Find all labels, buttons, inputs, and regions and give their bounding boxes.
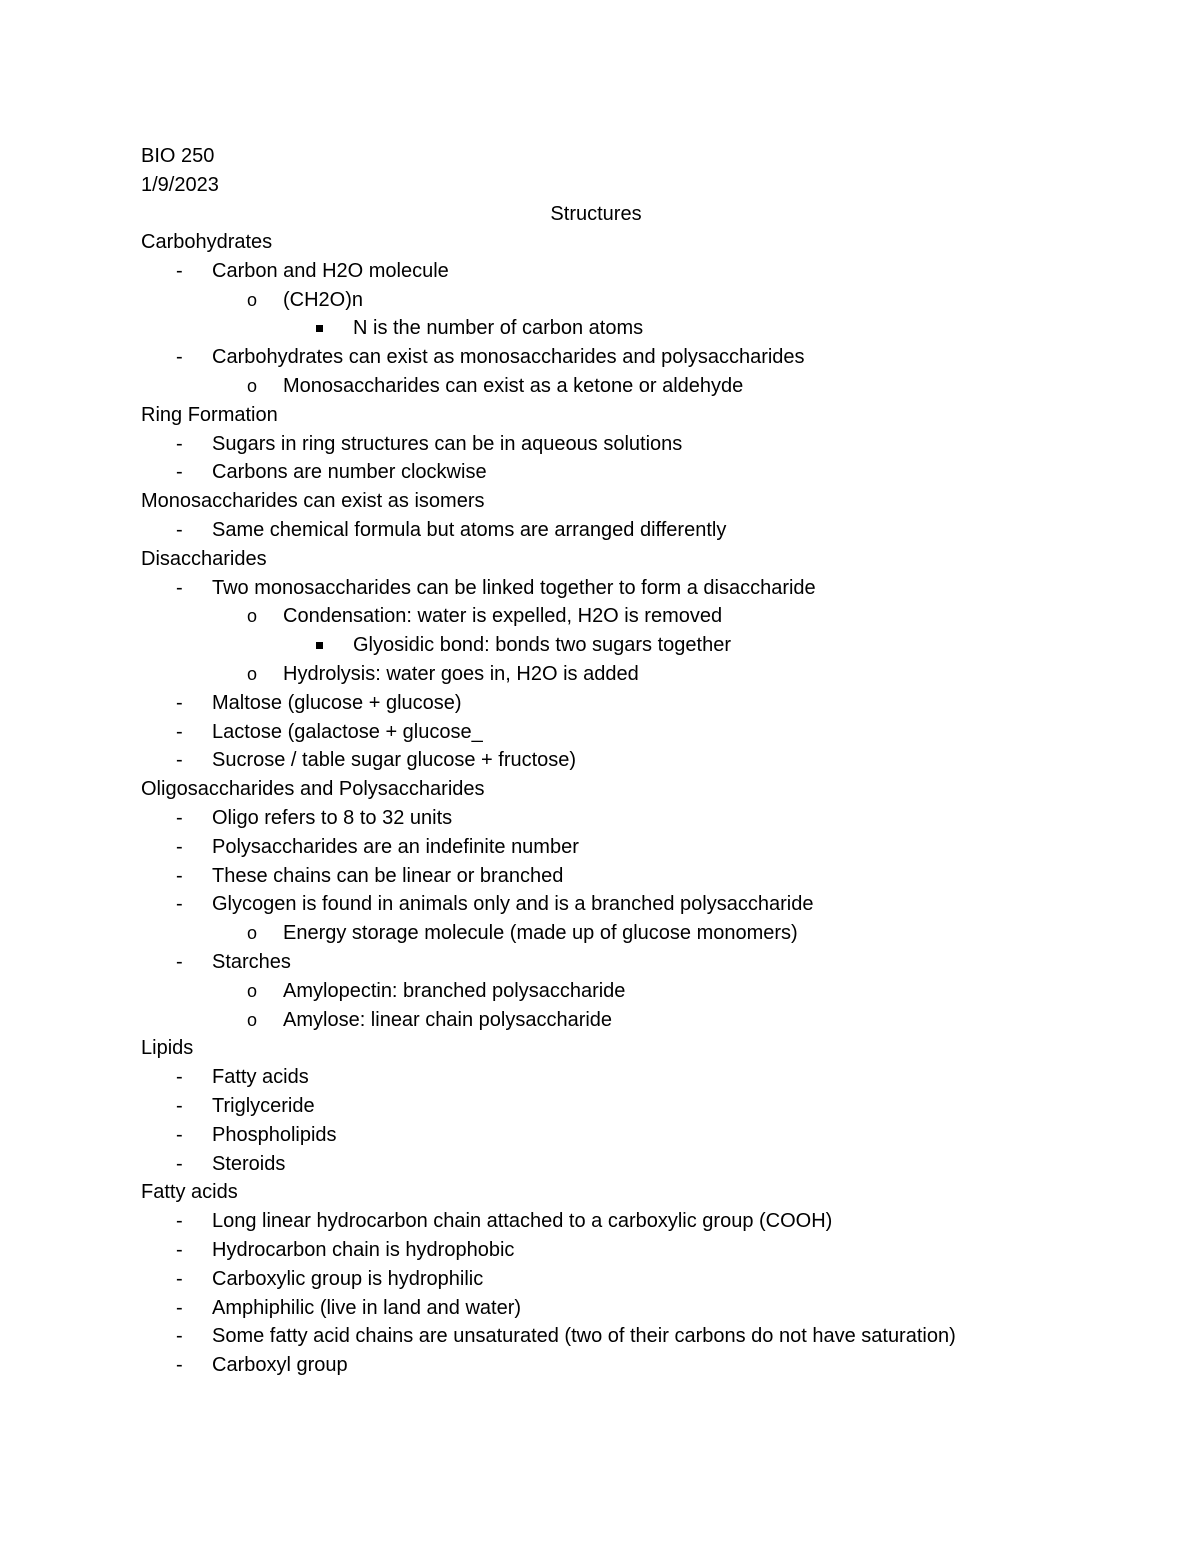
outline-item-level-2 (0, 660, 1200, 689)
outline-item-level-1 (0, 746, 1200, 775)
outline-item-level-1 (0, 1322, 1200, 1351)
section-heading: Oligosaccharides and Polysaccharides (141, 778, 485, 801)
dash-bullet-icon: - (176, 1239, 183, 1261)
outline-item-level-1 (0, 1236, 1200, 1265)
outline-item-text: Phospholipids (212, 1123, 337, 1146)
outline-item-text: Carbons are number clockwise (212, 461, 487, 484)
section-heading: Ring Formation (141, 403, 278, 426)
outline-item-level-1 (0, 689, 1200, 718)
outline-item-text: Carbohydrates can exist as monosaccharides and polysaccharides (212, 346, 805, 369)
outline-item-text: Sugars in ring structures can be in aqueous solutions (212, 432, 683, 455)
circle-bullet-icon: o (247, 664, 258, 684)
outline-item-text: Monosaccharides can exist as a ketone or aldehyde (283, 375, 744, 397)
outline-item-text: Two monosaccharides can be linked together to form a disaccharide (212, 576, 816, 599)
course-code: BIO 250 (141, 145, 215, 167)
outline-item-level-2 (0, 286, 1200, 315)
dash-bullet-icon: - (176, 749, 183, 772)
outline-item-level-1 (0, 862, 1200, 891)
dash-bullet-icon: - (176, 1267, 183, 1290)
outline-item-level-1 (0, 1150, 1200, 1179)
outline-item-text: Steroids (212, 1152, 286, 1175)
dash-bullet-icon: - (176, 1296, 183, 1319)
outline-item-level-1 (0, 1207, 1200, 1236)
outline-item-text: Lactose (galactose + glucose_ (212, 720, 483, 743)
dash-bullet-icon: - (176, 1325, 183, 1348)
circle-bullet-icon: o (247, 376, 258, 396)
outline-item-text: Carbon and H2O molecule (212, 259, 449, 282)
circle-bullet-icon: o (247, 923, 258, 944)
outline-item-level-1 (0, 574, 1200, 603)
outline-item-level-1 (0, 804, 1200, 833)
outline-item-text: Some fatty acid chains are unsaturated (two of their carbons do not have saturation) (212, 1325, 956, 1348)
outline-item-text: Maltose (glucose + glucose) (212, 691, 462, 714)
outline-item-level-1 (0, 1092, 1200, 1121)
section-heading: Fatty acids (141, 1181, 238, 1204)
outline-item-text: Fatty acids (212, 1066, 309, 1089)
outline-item-level-1 (0, 257, 1200, 286)
outline-item-text: These chains can be linear or branched (212, 864, 564, 887)
outline-item-text: N is the number of carbon atoms (353, 317, 644, 340)
outline-item-text: Same chemical formula but atoms are arranged differently (212, 519, 727, 541)
dash-bullet-icon: - (176, 519, 183, 541)
circle-bullet-icon: o (247, 980, 258, 1001)
outline-item-level-2 (0, 372, 1200, 401)
outline-item-level-1 (0, 948, 1200, 977)
note-date: 1/9/2023 (141, 174, 219, 196)
outline-item-level-1 (0, 1121, 1200, 1150)
outline-item-text: Carboxyl group (212, 1354, 348, 1377)
outline-item-text: Hydrocarbon chain is hydrophobic (212, 1239, 515, 1261)
outline-item-level-2 (0, 919, 1200, 948)
dash-bullet-icon: - (176, 259, 183, 282)
outline-item-level-2 (0, 977, 1200, 1006)
section-heading: Disaccharides (141, 547, 267, 570)
section-heading: Carbohydrates (141, 231, 273, 253)
outline-item-text: Sucrose / table sugar glucose + fructose) (212, 749, 577, 772)
dash-bullet-icon: - (176, 1354, 183, 1377)
outline-item-level-1 (0, 1063, 1200, 1092)
circle-bullet-icon: o (247, 1009, 258, 1030)
outline-item-level-1 (0, 1351, 1200, 1380)
outline-item-level-1 (0, 1265, 1200, 1294)
outline-item-text: Polysaccharides are an indefinite number (212, 835, 579, 858)
outline-item-level-1 (0, 343, 1200, 372)
section-heading: Lipids (141, 1037, 194, 1060)
dash-bullet-icon: - (176, 720, 183, 743)
dash-bullet-icon: - (176, 893, 183, 916)
dash-bullet-icon: - (176, 1123, 183, 1146)
outline-item-level-1 (0, 516, 1200, 545)
page-title: Structures (550, 203, 642, 225)
outline-item-level-3 (0, 631, 1200, 660)
outline-item-text: Energy storage molecule (made up of glucose monomers) (283, 922, 798, 945)
outline-item-text: Starches (212, 951, 291, 973)
dash-bullet-icon: - (176, 951, 183, 973)
outline-item-level-2 (0, 1006, 1200, 1035)
outline-item-text: Long linear hydrocarbon chain attached to a carboxylic group (COOH) (212, 1210, 833, 1233)
outline-item-level-3 (0, 314, 1200, 343)
dash-bullet-icon: - (176, 1095, 183, 1117)
outline-item-level-1 (0, 718, 1200, 747)
dash-bullet-icon: - (176, 432, 183, 455)
outline-item-level-2 (0, 602, 1200, 631)
outline-item-text: Amylose: linear chain polysaccharide (283, 1008, 613, 1031)
dash-bullet-icon: - (176, 691, 183, 714)
outline-item-text: Glycogen is found in animals only and is a branched polysaccharide (212, 893, 814, 916)
dash-bullet-icon: - (176, 864, 183, 887)
dash-bullet-icon: - (176, 1066, 183, 1089)
section-heading: Monosaccharides can exist as isomers (141, 490, 485, 513)
outline-item-level-1 (0, 430, 1200, 459)
outline-item-text: Triglyceride (212, 1095, 315, 1117)
circle-bullet-icon: o (247, 289, 258, 310)
dash-bullet-icon: - (176, 346, 183, 369)
dash-bullet-icon: - (176, 1210, 183, 1233)
outline-item-text: (CH2O)n (283, 288, 364, 311)
dash-bullet-icon: - (176, 807, 183, 829)
outline-item-text: Amphiphilic (live in land and water) (212, 1296, 522, 1319)
outline-item-text: Condensation: water is expelled, H2O is removed (283, 605, 723, 628)
outline-item-text: Hydrolysis: water goes in, H2O is added (283, 663, 639, 685)
outline-item-text: Glyosidic bond: bonds two sugars together (353, 634, 731, 657)
outline-item-level-1 (0, 1294, 1200, 1323)
outline-item-level-1 (0, 890, 1200, 919)
dash-bullet-icon: - (176, 1152, 183, 1175)
outline-item-text: Carboxylic group is hydrophilic (212, 1267, 484, 1290)
dash-bullet-icon: - (176, 461, 183, 484)
outline-item-text: Amylopectin: branched polysaccharide (283, 979, 626, 1002)
outline-item-level-1 (0, 458, 1200, 487)
outline-item-text: Oligo refers to 8 to 32 units (212, 807, 453, 829)
dash-bullet-icon: - (176, 576, 183, 599)
outline-item-level-1 (0, 833, 1200, 862)
circle-bullet-icon: o (247, 606, 258, 627)
dash-bullet-icon: - (176, 835, 183, 858)
